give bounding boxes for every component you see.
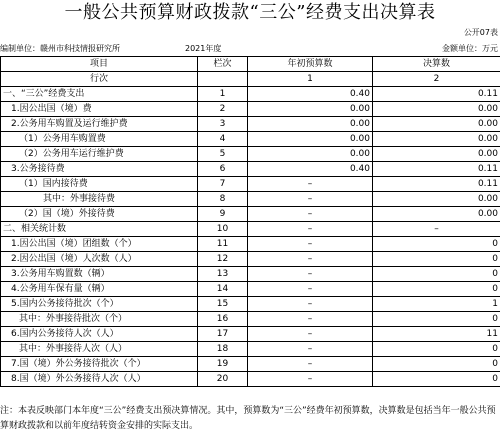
report-year: 2021年度 xyxy=(185,44,222,53)
row-seq: 18 xyxy=(198,342,248,357)
table-row xyxy=(1,282,500,297)
row-item: 8.国（境）外公务接待人次（人） xyxy=(1,372,198,387)
subheader-budget: 1 xyxy=(248,72,373,87)
row-final: 0 xyxy=(373,342,500,357)
subheader-row xyxy=(1,72,500,87)
table-row xyxy=(1,147,500,162)
row-item: 1.因公出国（境）团组数（个） xyxy=(1,237,198,252)
row-seq: 12 xyxy=(198,252,248,267)
row-item: （1）公务用车购置费 xyxy=(1,132,198,147)
row-seq: 16 xyxy=(198,312,248,327)
subheader-seq xyxy=(198,72,248,87)
table-row xyxy=(1,357,500,372)
row-budget: 0.00 xyxy=(248,132,373,147)
row-item: 其中：外事接待费 xyxy=(1,192,198,207)
row-final: 0.00 xyxy=(373,207,500,222)
form-code: 公开07表 xyxy=(463,28,498,37)
row-item: 4.公务用车保有量（辆） xyxy=(1,282,198,297)
row-item: 2.因公出国（境）人次数（人） xyxy=(1,252,198,267)
row-seq: 8 xyxy=(198,192,248,207)
row-budget: – xyxy=(248,207,373,222)
table-row xyxy=(1,342,500,357)
header-final: 决算数 xyxy=(373,57,500,72)
row-item: 一、“三公”经费支出 xyxy=(1,87,198,102)
table-row xyxy=(1,237,500,252)
table-row xyxy=(1,207,500,222)
row-budget: – xyxy=(248,282,373,297)
row-seq: 6 xyxy=(198,162,248,177)
row-seq: 1 xyxy=(198,87,248,102)
row-final: 0.11 xyxy=(373,177,500,192)
row-item: （2）公务用车运行维护费 xyxy=(1,147,198,162)
table-row xyxy=(1,372,500,387)
row-budget: 0.00 xyxy=(248,117,373,132)
header-seq: 栏次 xyxy=(198,57,248,72)
table-row xyxy=(1,297,500,312)
table-row xyxy=(1,327,500,342)
amount-unit: 金额单位：万元 xyxy=(442,44,498,53)
row-seq: 10 xyxy=(198,222,248,237)
row-budget: – xyxy=(248,312,373,327)
row-item: 其中：外事接待人次（人） xyxy=(1,342,198,357)
row-final: 0 xyxy=(373,282,500,297)
table-row xyxy=(1,132,500,147)
row-budget: – xyxy=(248,267,373,282)
row-budget: – xyxy=(248,327,373,342)
row-seq: 2 xyxy=(198,102,248,117)
row-seq: 3 xyxy=(198,117,248,132)
table-row xyxy=(1,222,500,237)
row-final: 0 xyxy=(373,252,500,267)
row-final: 0 xyxy=(373,267,500,282)
header-item: 项目 xyxy=(1,57,198,72)
table-row xyxy=(1,117,500,132)
row-seq: 20 xyxy=(198,372,248,387)
row-final: 0 xyxy=(373,237,500,252)
row-final: 0.00 xyxy=(373,102,500,117)
row-item: 2.公务用车购置及运行维护费 xyxy=(1,117,198,132)
table-row xyxy=(1,252,500,267)
row-budget: 0.40 xyxy=(248,162,373,177)
row-seq: 15 xyxy=(198,297,248,312)
row-item: 3.公务接待费 xyxy=(1,162,198,177)
row-budget: – xyxy=(248,357,373,372)
row-item: 二、相关统计数 xyxy=(1,222,198,237)
row-final: 0.11 xyxy=(373,87,500,102)
row-item: 其中：外事接待批次（个） xyxy=(1,312,198,327)
header-row xyxy=(1,57,500,72)
row-item: 7.国（境）外公务接待批次（个） xyxy=(1,357,198,372)
row-seq: 9 xyxy=(198,207,248,222)
table-row xyxy=(1,267,500,282)
row-final: 0.00 xyxy=(373,192,500,207)
row-budget: – xyxy=(248,177,373,192)
row-final: 0 xyxy=(373,372,500,387)
table-row xyxy=(1,162,500,177)
row-seq: 19 xyxy=(198,357,248,372)
row-item: 1.因公出国（境）费 xyxy=(1,102,198,117)
subheader-item: 行次 xyxy=(1,72,198,87)
compiling-unit: 编制单位：赣州市科技情报研究所 xyxy=(0,44,120,53)
row-seq: 4 xyxy=(198,132,248,147)
row-item: 3.公务用车购置数（辆） xyxy=(1,267,198,282)
row-final: 1 xyxy=(373,297,500,312)
table-row xyxy=(1,102,500,117)
row-budget: 0.00 xyxy=(248,147,373,162)
row-budget: – xyxy=(248,252,373,267)
row-budget: – xyxy=(248,222,373,237)
row-final: 11 xyxy=(373,327,500,342)
row-budget: – xyxy=(248,237,373,252)
row-seq: 17 xyxy=(198,327,248,342)
row-seq: 13 xyxy=(198,267,248,282)
row-budget: 0.00 xyxy=(248,102,373,117)
row-item: （1）国内接待费 xyxy=(1,177,198,192)
row-item: 5.国内公务接待批次（个） xyxy=(1,297,198,312)
subheader-final: 2 xyxy=(373,72,500,87)
row-budget: – xyxy=(248,192,373,207)
table-row xyxy=(1,177,500,192)
row-budget: – xyxy=(248,297,373,312)
footnote: 注：本表反映部门本年度“三公”经费支出预决算情况。其中，预算数为“三公”经费年初预算数，决算数是包括当年一般公共预算财政拨款和以前年度结转资金安排的实际支出。 xyxy=(0,406,496,431)
row-item: （2）国（境）外接待费 xyxy=(1,207,198,222)
row-final: 0 xyxy=(373,357,500,372)
row-seq: 11 xyxy=(198,237,248,252)
report-title: 一般公共预算财政拨款“三公”经费支出决算表 xyxy=(64,2,436,23)
row-final: – xyxy=(373,222,500,237)
row-final: 0.11 xyxy=(373,162,500,177)
row-seq: 7 xyxy=(198,177,248,192)
row-budget: – xyxy=(248,342,373,357)
header-budget: 年初预算数 xyxy=(248,57,373,72)
row-final: 0.00 xyxy=(373,132,500,147)
expense-table xyxy=(0,56,500,387)
table-row xyxy=(1,87,500,102)
row-final: 0 xyxy=(373,312,500,327)
table-row xyxy=(1,312,500,327)
row-final: 0.00 xyxy=(373,117,500,132)
table-row xyxy=(1,192,500,207)
row-final: 0.00 xyxy=(373,147,500,162)
row-budget: – xyxy=(248,372,373,387)
row-item: 6.国内公务接待人次（人） xyxy=(1,327,198,342)
row-seq: 5 xyxy=(198,147,248,162)
row-seq: 14 xyxy=(198,282,248,297)
row-budget: 0.40 xyxy=(248,87,373,102)
